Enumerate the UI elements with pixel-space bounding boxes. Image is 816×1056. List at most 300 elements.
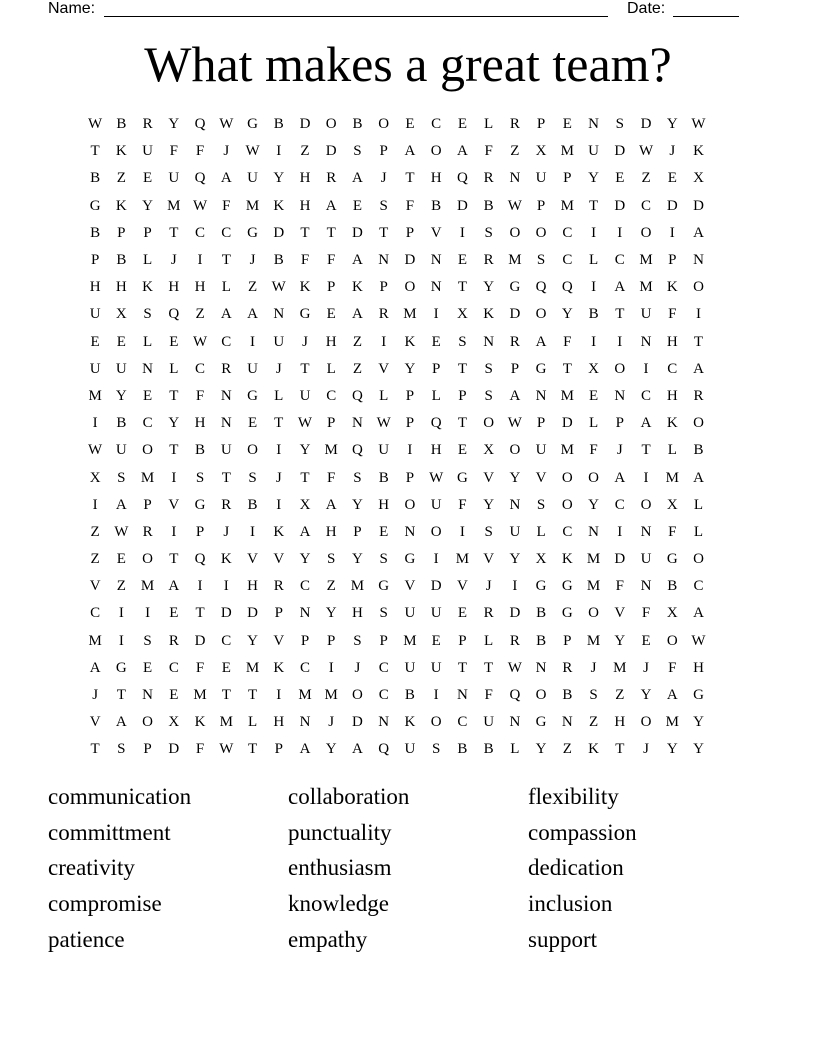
grid-letter[interactable]: M [560, 387, 574, 404]
grid-letter[interactable]: W [507, 659, 522, 676]
grid-letter[interactable]: W [691, 632, 706, 649]
grid-letter[interactable]: F [195, 659, 205, 676]
grid-letter[interactable]: D [561, 415, 573, 432]
grid-letter[interactable]: D [614, 551, 626, 568]
grid-letter[interactable]: A [666, 687, 678, 704]
grid-letter[interactable]: M [665, 714, 679, 731]
grid-letter[interactable]: N [614, 387, 626, 404]
grid-letter[interactable]: B [536, 632, 547, 649]
grid-letter[interactable]: U [247, 170, 258, 187]
grid-letter[interactable]: P [143, 224, 152, 241]
grid-letter[interactable]: P [327, 279, 336, 296]
grid-letter[interactable]: I [433, 687, 439, 704]
grid-letter[interactable]: U [404, 741, 416, 758]
grid-letter[interactable]: S [536, 496, 546, 513]
grid-letter[interactable]: Q [352, 387, 363, 404]
grid-letter[interactable]: B [90, 224, 101, 241]
grid-letter[interactable]: A [247, 306, 258, 323]
grid-letter[interactable]: B [352, 116, 363, 133]
grid-letter[interactable]: M [586, 551, 601, 568]
grid-letter[interactable]: B [588, 306, 599, 323]
grid-letter[interactable]: W [245, 143, 260, 160]
grid-letter[interactable]: I [250, 523, 256, 540]
grid-letter[interactable]: B [116, 116, 127, 133]
grid-letter[interactable]: N [430, 279, 442, 296]
grid-letter[interactable]: U [247, 360, 258, 377]
grid-letter[interactable]: I [276, 442, 282, 459]
grid-letter[interactable]: F [405, 197, 415, 214]
grid-letter[interactable]: D [640, 116, 652, 133]
grid-letter[interactable]: Z [352, 333, 363, 350]
grid-letter[interactable]: M [639, 252, 653, 269]
grid-letter[interactable]: M [403, 632, 417, 649]
grid-letter[interactable]: S [431, 741, 441, 758]
grid-letter[interactable]: A [352, 306, 363, 323]
grid-letter[interactable]: T [562, 360, 572, 377]
grid-letter[interactable]: M [586, 632, 601, 649]
grid-letter[interactable]: V [456, 578, 468, 595]
grid-letter[interactable]: F [668, 523, 677, 540]
grid-letter[interactable]: D [194, 632, 206, 649]
grid-letter[interactable]: C [168, 659, 179, 676]
grid-letter[interactable]: Q [168, 306, 180, 323]
grid-letter[interactable]: D [614, 143, 626, 160]
grid-letter[interactable]: J [92, 687, 99, 704]
grid-letter[interactable]: P [431, 360, 441, 377]
grid-letter[interactable]: T [169, 224, 179, 241]
grid-letter[interactable]: X [666, 605, 678, 622]
grid-letter[interactable]: Q [456, 170, 468, 187]
grid-letter[interactable]: U [430, 605, 442, 622]
grid-letter[interactable]: R [483, 170, 494, 187]
grid-letter[interactable]: A [89, 659, 101, 676]
grid-letter[interactable]: E [326, 306, 336, 323]
grid-letter[interactable]: A [614, 279, 626, 296]
grid-letter[interactable]: D [404, 252, 416, 269]
grid-letter[interactable]: O [142, 551, 153, 568]
grid-letter[interactable]: T [457, 360, 467, 377]
grid-letter[interactable]: W [376, 415, 391, 432]
grid-letter[interactable]: J [223, 523, 230, 540]
grid-letter[interactable]: Y [483, 496, 495, 513]
grid-letter[interactable]: B [404, 687, 415, 704]
grid-letter[interactable]: Q [194, 116, 206, 133]
grid-letter[interactable]: U [142, 143, 153, 160]
grid-letter[interactable]: N [220, 387, 232, 404]
grid-letter[interactable]: Y [588, 496, 599, 513]
grid-letter[interactable]: C [641, 387, 652, 404]
grid-letter[interactable]: R [273, 578, 284, 595]
grid-letter[interactable]: Y [168, 415, 180, 432]
grid-letter[interactable]: I [276, 143, 282, 160]
grid-letter[interactable]: Q [194, 170, 206, 187]
grid-letter[interactable]: M [508, 252, 522, 269]
grid-letter[interactable]: A [404, 143, 416, 160]
grid-letter[interactable]: O [509, 224, 521, 241]
grid-letter[interactable]: H [325, 523, 337, 540]
grid-letter[interactable]: E [457, 116, 467, 133]
grid-letter[interactable]: I [459, 523, 465, 540]
grid-letter[interactable]: S [484, 224, 493, 241]
name-field[interactable] [104, 16, 608, 17]
grid-letter[interactable]: P [353, 523, 362, 540]
grid-letter[interactable]: F [169, 143, 178, 160]
grid-letter[interactable]: G [561, 578, 573, 595]
grid-letter[interactable]: U [588, 143, 599, 160]
grid-letter[interactable]: R [168, 632, 179, 649]
grid-letter[interactable]: Y [325, 605, 337, 622]
grid-letter[interactable]: E [588, 387, 599, 404]
grid-letter[interactable]: J [380, 170, 387, 187]
grid-letter[interactable]: N [535, 659, 547, 676]
grid-letter[interactable]: A [299, 523, 311, 540]
grid-letter[interactable]: I [223, 578, 229, 595]
grid-letter[interactable]: E [143, 659, 153, 676]
grid-letter[interactable]: K [220, 551, 232, 568]
grid-letter[interactable]: Z [116, 170, 126, 187]
grid-letter[interactable]: C [221, 632, 232, 649]
grid-letter[interactable]: W [507, 197, 522, 214]
grid-letter[interactable]: N [142, 687, 153, 704]
grid-letter[interactable]: R [509, 632, 520, 649]
grid-letter[interactable]: I [643, 469, 649, 486]
grid-letter[interactable]: X [89, 469, 101, 486]
grid-letter[interactable]: W [507, 415, 522, 432]
grid-letter[interactable]: E [641, 632, 651, 649]
grid-letter[interactable]: O [561, 496, 573, 513]
grid-letter[interactable]: H [194, 415, 206, 432]
grid-letter[interactable]: C [562, 224, 573, 241]
grid-letter[interactable]: I [617, 224, 623, 241]
grid-letter[interactable]: I [696, 306, 701, 323]
grid-letter[interactable]: C [562, 252, 573, 269]
grid-letter[interactable]: X [483, 442, 495, 459]
grid-letter[interactable]: E [169, 687, 179, 704]
grid-letter[interactable]: Z [562, 741, 572, 758]
grid-letter[interactable]: O [640, 496, 652, 513]
grid-letter[interactable]: F [195, 741, 205, 758]
grid-letter[interactable]: K [561, 551, 573, 568]
grid-letter[interactable]: P [379, 143, 388, 160]
grid-letter[interactable]: M [560, 143, 574, 160]
grid-letter[interactable]: C [431, 116, 442, 133]
grid-letter[interactable]: Q [509, 687, 521, 704]
grid-letter[interactable]: X [666, 496, 678, 513]
grid-letter[interactable]: X [115, 306, 127, 323]
grid-letter[interactable]: A [325, 496, 337, 513]
grid-letter[interactable]: Z [90, 551, 100, 568]
grid-letter[interactable]: Q [194, 551, 206, 568]
grid-letter[interactable]: L [169, 360, 179, 377]
grid-letter[interactable]: N [588, 116, 599, 133]
grid-letter[interactable]: T [300, 469, 310, 486]
grid-letter[interactable]: D [693, 197, 704, 214]
grid-letter[interactable]: E [615, 170, 625, 187]
grid-letter[interactable]: C [457, 714, 468, 731]
grid-letter[interactable]: S [195, 469, 205, 486]
grid-letter[interactable]: T [195, 605, 205, 622]
grid-letter[interactable]: L [484, 632, 494, 649]
grid-letter[interactable]: Z [615, 687, 625, 704]
grid-letter[interactable]: N [588, 523, 599, 540]
grid-letter[interactable]: N [535, 387, 547, 404]
grid-letter[interactable]: O [142, 714, 153, 731]
grid-letter[interactable]: I [433, 551, 439, 568]
grid-letter[interactable]: C [614, 252, 625, 269]
grid-letter[interactable]: E [143, 387, 153, 404]
grid-letter[interactable]: Q [430, 415, 442, 432]
grid-letter[interactable]: F [484, 143, 493, 160]
grid-letter[interactable]: T [90, 143, 100, 160]
grid-letter[interactable]: Q [352, 442, 363, 459]
grid-letter[interactable]: Y [588, 170, 599, 187]
grid-letter[interactable]: Y [509, 551, 521, 568]
grid-letter[interactable]: C [142, 415, 153, 432]
grid-letter[interactable]: I [617, 333, 623, 350]
grid-letter[interactable]: D [430, 578, 442, 595]
grid-letter[interactable]: K [666, 415, 678, 432]
grid-letter[interactable]: C [693, 578, 704, 595]
grid-letter[interactable]: G [299, 306, 311, 323]
grid-letter[interactable]: F [458, 496, 467, 513]
grid-letter[interactable]: M [167, 197, 181, 214]
grid-letter[interactable]: W [297, 415, 313, 432]
grid-letter[interactable]: Z [195, 306, 205, 323]
grid-letter[interactable]: W [192, 333, 208, 350]
grid-letter[interactable]: P [536, 415, 546, 432]
grid-letter[interactable]: D [168, 741, 180, 758]
grid-letter[interactable]: L [247, 714, 258, 731]
grid-letter[interactable]: G [666, 551, 678, 568]
grid-letter[interactable]: R [221, 360, 232, 377]
grid-letter[interactable]: H [666, 333, 678, 350]
grid-letter[interactable]: O [614, 360, 626, 377]
grid-letter[interactable]: P [405, 224, 415, 241]
grid-letter[interactable]: C [195, 224, 206, 241]
grid-letter[interactable]: R [326, 170, 337, 187]
grid-letter[interactable]: C [378, 687, 389, 704]
grid-letter[interactable]: U [640, 551, 652, 568]
grid-letter[interactable]: D [352, 224, 363, 241]
grid-letter[interactable]: Q [561, 279, 573, 296]
grid-letter[interactable]: O [535, 687, 547, 704]
grid-letter[interactable]: K [273, 659, 285, 676]
grid-letter[interactable]: W [88, 442, 103, 459]
grid-letter[interactable]: I [433, 306, 439, 323]
grid-letter[interactable]: O [378, 116, 390, 133]
grid-letter[interactable]: P [563, 632, 572, 649]
grid-letter[interactable]: T [90, 741, 100, 758]
grid-letter[interactable]: F [615, 578, 624, 595]
grid-letter[interactable]: O [693, 551, 704, 568]
grid-letter[interactable]: X [299, 496, 311, 513]
grid-letter[interactable]: R [378, 306, 389, 323]
grid-letter[interactable]: F [327, 252, 336, 269]
grid-letter[interactable]: D [509, 306, 521, 323]
grid-letter[interactable]: N [640, 578, 652, 595]
grid-letter[interactable]: I [669, 224, 675, 241]
grid-letter[interactable]: O [430, 143, 442, 160]
grid-letter[interactable]: X [588, 360, 599, 377]
grid-letter[interactable]: Y [115, 387, 127, 404]
grid-letter[interactable]: W [429, 469, 444, 486]
grid-letter[interactable]: M [88, 387, 102, 404]
grid-letter[interactable]: E [431, 333, 441, 350]
grid-letter[interactable]: Y [325, 741, 337, 758]
grid-letter[interactable]: I [328, 659, 334, 676]
grid-letter[interactable]: T [457, 279, 467, 296]
grid-letter[interactable]: G [693, 687, 704, 704]
grid-letter[interactable]: P [274, 605, 283, 622]
grid-letter[interactable]: L [536, 523, 546, 540]
grid-letter[interactable]: M [324, 442, 338, 459]
grid-letter[interactable]: O [640, 714, 652, 731]
grid-letter[interactable]: B [693, 442, 704, 459]
grid-letter[interactable]: I [591, 279, 597, 296]
grid-letter[interactable]: I [145, 605, 151, 622]
grid-letter[interactable]: Y [168, 116, 180, 133]
grid-letter[interactable]: R [562, 659, 573, 676]
grid-letter[interactable]: J [223, 143, 230, 160]
grid-letter[interactable]: E [90, 333, 100, 350]
grid-letter[interactable]: K [115, 143, 127, 160]
grid-letter[interactable]: N [378, 252, 390, 269]
grid-letter[interactable]: O [430, 523, 442, 540]
grid-letter[interactable]: Z [510, 143, 520, 160]
grid-letter[interactable]: F [222, 197, 231, 214]
grid-letter[interactable]: A [325, 197, 337, 214]
grid-letter[interactable]: C [221, 333, 232, 350]
grid-letter[interactable]: H [115, 279, 127, 296]
grid-letter[interactable]: L [143, 252, 153, 269]
grid-letter[interactable]: K [483, 306, 495, 323]
grid-letter[interactable]: K [352, 279, 363, 296]
grid-letter[interactable]: T [274, 415, 284, 432]
grid-letter[interactable]: P [536, 116, 546, 133]
grid-letter[interactable]: D [247, 605, 258, 622]
grid-letter[interactable]: E [169, 333, 179, 350]
grid-letter[interactable]: N [509, 714, 521, 731]
grid-letter[interactable]: I [459, 224, 465, 241]
grid-letter[interactable]: I [381, 333, 387, 350]
grid-letter[interactable]: I [591, 224, 597, 241]
grid-letter[interactable]: O [588, 605, 599, 622]
grid-letter[interactable]: J [643, 659, 649, 676]
grid-letter[interactable]: G [194, 496, 206, 513]
grid-letter[interactable]: F [327, 469, 336, 486]
grid-letter[interactable]: H [430, 442, 442, 459]
grid-letter[interactable]: Y [299, 442, 311, 459]
grid-letter[interactable]: I [617, 523, 623, 540]
grid-letter[interactable]: C [378, 659, 389, 676]
grid-letter[interactable]: U [273, 333, 285, 350]
grid-letter[interactable]: N [299, 714, 311, 731]
grid-letter[interactable]: I [92, 496, 98, 513]
grid-letter[interactable]: R [483, 605, 494, 622]
grid-letter[interactable]: K [693, 143, 704, 160]
grid-letter[interactable]: Y [142, 197, 153, 214]
grid-letter[interactable]: A [299, 741, 311, 758]
grid-letter[interactable]: N [352, 415, 363, 432]
grid-letter[interactable]: F [563, 333, 572, 350]
grid-letter[interactable]: B [247, 496, 258, 513]
grid-letter[interactable]: V [247, 551, 258, 568]
grid-letter[interactable]: V [483, 551, 495, 568]
grid-letter[interactable]: B [90, 170, 101, 187]
grid-letter[interactable]: I [92, 415, 98, 432]
grid-letter[interactable]: B [378, 469, 389, 486]
grid-letter[interactable]: C [195, 360, 206, 377]
grid-letter[interactable]: L [143, 333, 153, 350]
grid-letter[interactable]: V [404, 578, 416, 595]
grid-letter[interactable]: M [245, 659, 260, 676]
grid-letter[interactable]: M [324, 687, 338, 704]
grid-letter[interactable]: N [509, 170, 521, 187]
grid-letter[interactable]: U [299, 387, 311, 404]
grid-letter[interactable]: W [271, 279, 286, 296]
grid-letter[interactable]: T [300, 360, 310, 377]
grid-letter[interactable]: M [560, 197, 574, 214]
grid-letter[interactable]: I [171, 469, 177, 486]
grid-letter[interactable]: N [640, 333, 652, 350]
grid-letter[interactable]: I [643, 360, 649, 377]
grid-letter[interactable]: T [221, 252, 231, 269]
grid-letter[interactable]: O [325, 116, 337, 133]
grid-letter[interactable]: Y [299, 551, 311, 568]
grid-letter[interactable]: B [483, 741, 494, 758]
grid-letter[interactable]: P [458, 387, 467, 404]
grid-letter[interactable]: B [116, 252, 127, 269]
grid-letter[interactable]: M [245, 197, 260, 214]
grid-letter[interactable]: G [115, 659, 127, 676]
grid-letter[interactable]: H [194, 279, 206, 296]
grid-letter[interactable]: T [169, 387, 179, 404]
grid-letter[interactable]: D [220, 605, 232, 622]
grid-letter[interactable]: B [483, 197, 494, 214]
grid-letter[interactable]: B [273, 116, 284, 133]
grid-letter[interactable]: Z [588, 714, 599, 731]
grid-letter[interactable]: J [275, 360, 282, 377]
grid-letter[interactable]: P [615, 415, 624, 432]
grid-letter[interactable]: Y [693, 741, 704, 758]
grid-letter[interactable]: H [693, 659, 704, 676]
grid-letter[interactable]: P [117, 224, 126, 241]
grid-letter[interactable]: A [220, 306, 232, 323]
grid-letter[interactable]: E [116, 551, 126, 568]
grid-letter[interactable]: V [273, 632, 285, 649]
grid-letter[interactable]: Z [90, 523, 100, 540]
grid-letter[interactable]: Y [666, 741, 678, 758]
grid-letter[interactable]: G [89, 197, 101, 214]
grid-letter[interactable]: Z [641, 170, 651, 187]
grid-letter[interactable]: X [456, 306, 468, 323]
grid-letter[interactable]: K [404, 714, 416, 731]
grid-letter[interactable]: U [535, 170, 547, 187]
grid-letter[interactable]: T [588, 197, 599, 214]
grid-letter[interactable]: L [588, 415, 599, 432]
grid-letter[interactable]: H [325, 333, 337, 350]
grid-letter[interactable]: V [89, 578, 101, 595]
grid-letter[interactable]: Z [300, 143, 310, 160]
grid-letter[interactable]: Y [693, 714, 704, 731]
grid-letter[interactable]: A [168, 578, 180, 595]
grid-letter[interactable]: E [143, 170, 153, 187]
grid-letter[interactable]: P [536, 197, 546, 214]
grid-letter[interactable]: E [352, 197, 363, 214]
grid-letter[interactable]: I [118, 632, 124, 649]
grid-letter[interactable]: K [194, 714, 206, 731]
grid-letter[interactable]: C [641, 197, 652, 214]
